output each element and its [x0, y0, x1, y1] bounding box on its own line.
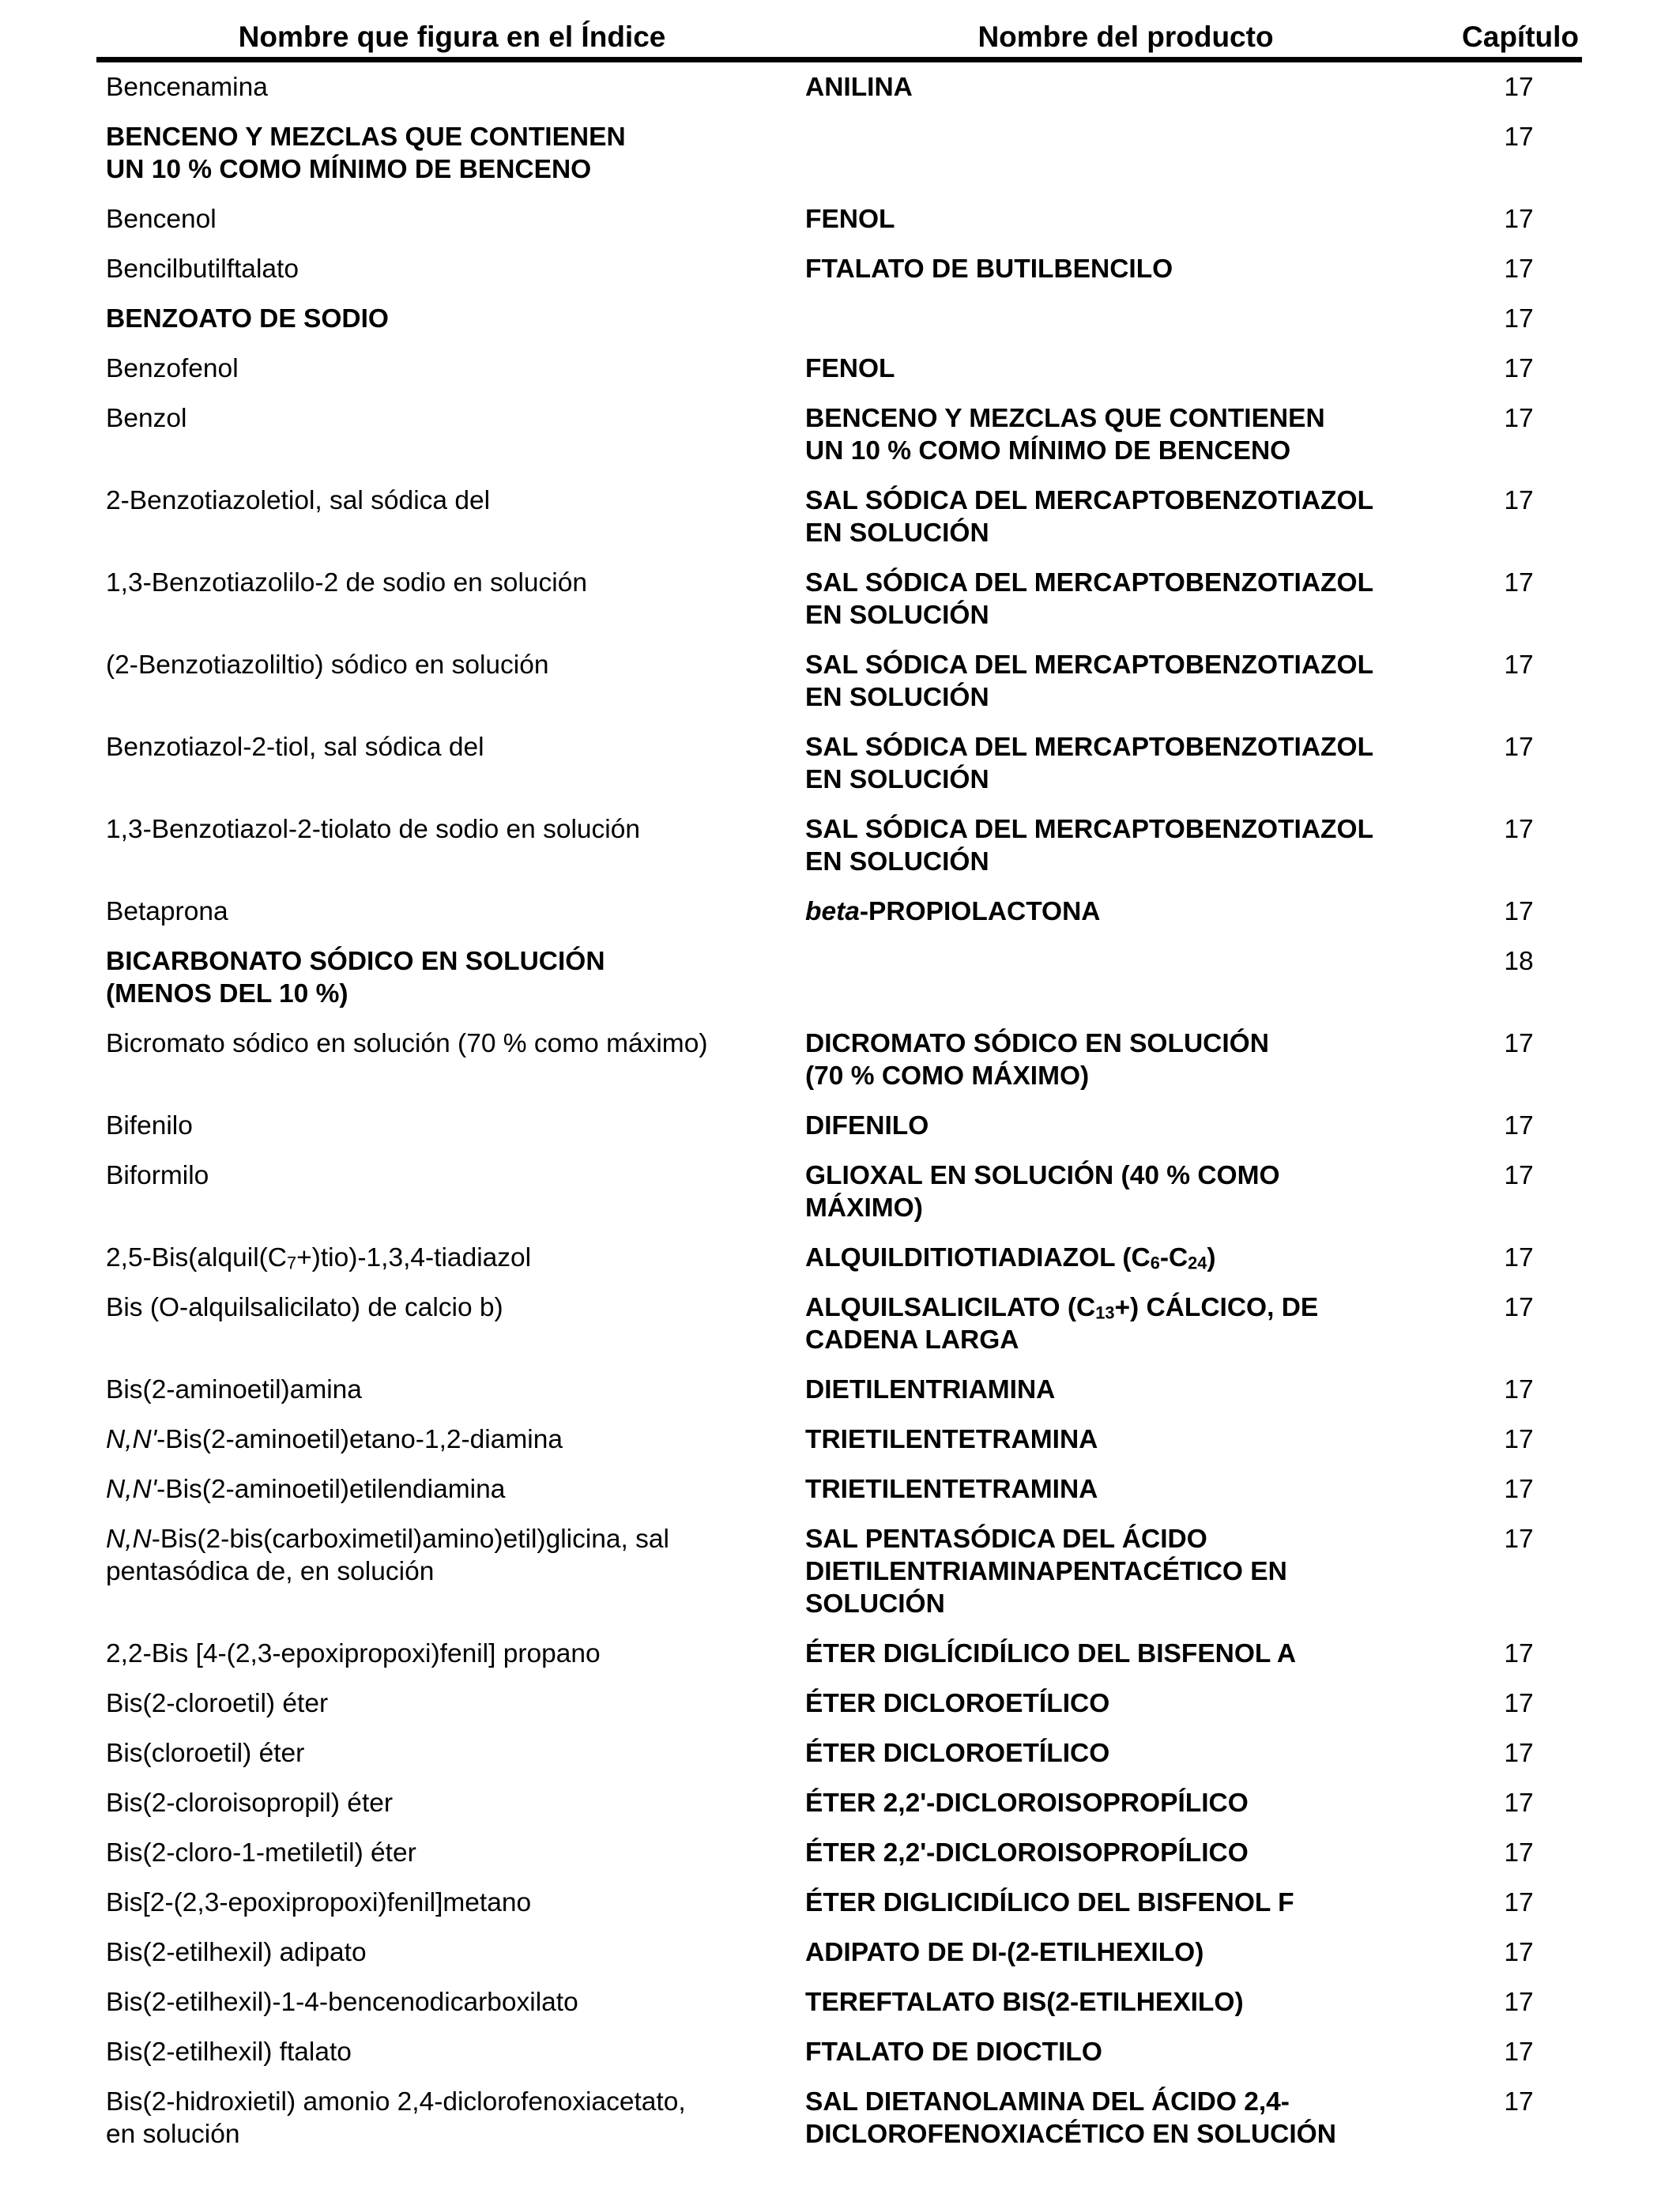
index-name: Bis(2-etilhexil)-1-4-bencenodicarboxilato	[106, 1988, 578, 2017]
header-index-name: Nombre que figura en el Índice	[238, 21, 666, 53]
chapter-cell: 17	[1504, 733, 1534, 762]
product-name-line: DICLOROFENOXIACÉTICO EN SOLUCIÓN	[805, 2120, 1336, 2149]
index-name: -Bis(2-aminoetil)etilendiamina	[156, 1475, 506, 1504]
index-name-cell	[96, 1986, 805, 2019]
table-row	[96, 121, 1582, 186]
index-name-subscript: 7	[287, 1253, 297, 1273]
table-row	[96, 649, 1582, 714]
product-name-cell	[805, 352, 1433, 385]
index-name-line: (MENOS DEL 10 %)	[106, 979, 348, 1008]
table-row	[96, 1737, 1582, 1770]
index-name-cell	[96, 649, 805, 681]
product-name-italic: beta	[805, 897, 860, 926]
index-name: (2-Benzotiazoliltio) sódico en solución	[106, 650, 549, 680]
product-name: )	[1207, 1243, 1216, 1272]
index-name-cell	[96, 813, 805, 846]
index-name-cell	[96, 1523, 805, 1588]
product-name: +) CÁLCICO, DE	[1114, 1293, 1319, 1322]
index-name-cell	[96, 1887, 805, 1919]
product-name: ADIPATO DE DI-(2-ETILHEXILO)	[805, 1938, 1204, 1967]
chapter-cell: 17	[1504, 1161, 1534, 1190]
product-name-line: EN SOLUCIÓN	[805, 518, 989, 548]
index-name-cell	[96, 253, 805, 285]
product-name: TRIETILENTETRAMINA	[805, 1425, 1098, 1454]
table-row	[96, 484, 1582, 549]
index-name-cell	[96, 1837, 805, 1869]
product-name-line: CADENA LARGA	[805, 1325, 1019, 1355]
table-row	[96, 1027, 1582, 1092]
product-name-line: EN SOLUCIÓN	[805, 847, 989, 876]
table-row	[96, 1887, 1582, 1919]
product-name-cell	[805, 1986, 1433, 2019]
header-chapter: Capítulo	[1462, 21, 1579, 53]
chapter-cell: 17	[1504, 1838, 1534, 1868]
chapter-cell: 17	[1504, 486, 1534, 515]
table-row	[96, 303, 1582, 335]
chapter-cell: 17	[1504, 1293, 1534, 1322]
index-name-cell	[96, 1687, 805, 1720]
index-name-cell	[96, 402, 805, 435]
product-name-cell	[805, 1687, 1433, 1720]
product-name-cell	[805, 71, 1433, 104]
chapter-cell: 17	[1504, 1029, 1534, 1058]
chapter-cell: 17	[1504, 897, 1534, 926]
table-row	[96, 2036, 1582, 2068]
table-row	[96, 813, 1582, 878]
chapter-cell: 17	[1504, 1739, 1534, 1768]
table-row	[96, 203, 1582, 236]
table-row	[96, 352, 1582, 385]
product-name-cell	[805, 567, 1433, 631]
table-row	[96, 1423, 1582, 1456]
index-name: Benzol	[106, 404, 187, 433]
product-name-line: MÁXIMO)	[805, 1193, 923, 1223]
product-name-cell	[805, 484, 1433, 549]
index-name: Bencilbutilftalato	[106, 254, 299, 284]
product-name-line: SAL DIETANOLAMINA DEL ÁCIDO 2,4-	[805, 2087, 1290, 2117]
product-name-cell	[805, 1837, 1433, 1869]
chapter-cell: 17	[1504, 123, 1534, 152]
index-name-cell	[96, 1291, 805, 1324]
index-name: 1,3-Benzotiazol-2-tiolato de sodio en solución	[106, 815, 641, 844]
index-name-cell	[96, 1936, 805, 1969]
index-name: Bencenol	[106, 205, 217, 234]
product-name: FTALATO DE DIOCTILO	[805, 2038, 1102, 2067]
index-name-cell	[96, 1374, 805, 1406]
index-name-cell	[96, 303, 805, 335]
index-name: Bis(2-cloroetil) éter	[106, 1689, 329, 1718]
index-name-cell	[96, 2036, 805, 2068]
product-name: ÉTER DICLOROETÍLICO	[805, 1739, 1110, 1768]
product-name-cell	[805, 402, 1433, 467]
table-row	[96, 1159, 1582, 1224]
index-name-line: BENCENO Y MEZCLAS QUE CONTIENEN	[106, 123, 626, 152]
table-row	[96, 71, 1582, 104]
index-name: 2,2-Bis [4-(2,3-epoxipropoxi)fenil] propano	[106, 1639, 601, 1668]
index-name: Bis(2-cloroisopropil) éter	[106, 1789, 394, 1818]
product-name-line: EN SOLUCIÓN	[805, 601, 989, 630]
index-name: Benzotiazol-2-tiol, sal sódica del	[106, 733, 484, 762]
index-name: Bis(2-aminoetil)amina	[106, 1375, 362, 1404]
product-name-cell	[805, 1423, 1433, 1456]
index-name-cell	[96, 1787, 805, 1819]
product-name-cell	[805, 1110, 1433, 1142]
product-name: ÉTER 2,2'-DICLOROISOPROPÍLICO	[805, 1838, 1249, 1868]
table-row	[96, 1374, 1582, 1406]
index-name-cell	[96, 352, 805, 385]
product-name: TRIETILENTETRAMINA	[805, 1475, 1098, 1504]
index-name-line: en solución	[106, 2120, 240, 2149]
index-name-italic: N,N'	[106, 1475, 157, 1504]
table-row	[96, 1523, 1582, 1620]
index-name: Biformilo	[106, 1161, 209, 1190]
index-name-italic: N,N	[106, 1525, 152, 1554]
table-row	[96, 1986, 1582, 2019]
product-name-cell	[805, 203, 1433, 236]
index-name-cell	[96, 2086, 805, 2151]
product-name-cell	[805, 2036, 1433, 2068]
table-row	[96, 895, 1582, 928]
index-name: Benzofenol	[106, 354, 239, 383]
index-name-italic: N,N'	[106, 1425, 157, 1454]
product-name-cell	[805, 2086, 1433, 2151]
product-name-cell	[805, 1242, 1433, 1274]
chapter-cell: 17	[1504, 304, 1534, 334]
product-name: ÉTER DICLOROETÍLICO	[805, 1689, 1110, 1718]
index-name: Bis(cloroetil) éter	[106, 1739, 305, 1768]
index-name-cell	[96, 71, 805, 104]
index-name: Bifenilo	[106, 1111, 193, 1140]
table-row	[96, 1291, 1582, 1356]
index-name: -Bis(2-aminoetil)etano-1,2-diamina	[156, 1425, 563, 1454]
product-name-subscript: 24	[1188, 1253, 1207, 1273]
product-name-cell	[805, 1027, 1433, 1092]
index-name-cell	[96, 945, 805, 1010]
index-name: Bis(2-etilhexil) adipato	[106, 1938, 367, 1967]
table-row	[96, 731, 1582, 796]
chapter-cell: 17	[1504, 1988, 1534, 2017]
chapter-cell: 17	[1504, 2087, 1534, 2117]
index-name: 2,5-Bis(alquil(C	[106, 1243, 287, 1272]
product-name: FENOL	[805, 354, 895, 383]
table-row	[96, 1473, 1582, 1506]
product-name-line: SAL SÓDICA DEL MERCAPTOBENZOTIAZOL	[805, 568, 1374, 598]
product-name-line: GLIOXAL EN SOLUCIÓN (40 % COMO	[805, 1161, 1280, 1190]
chapter-cell: 17	[1504, 1375, 1534, 1404]
chapter-cell: 17	[1504, 1243, 1534, 1272]
index-name-cell	[96, 1737, 805, 1770]
document-page	[96, 0, 1582, 2151]
product-name-cell	[805, 1473, 1433, 1506]
product-name-subscript: 13	[1095, 1302, 1115, 1323]
chapter-cell: 17	[1504, 815, 1534, 844]
table-row	[96, 402, 1582, 467]
index-name-cell	[96, 1423, 805, 1456]
product-name-line: SAL SÓDICA DEL MERCAPTOBENZOTIAZOL	[805, 815, 1374, 844]
index-name-cell	[96, 121, 805, 186]
table-header	[96, 0, 1582, 62]
index-name: -Bis(2-bis(carboximetil)amino)etil)glicina, sal	[151, 1525, 669, 1554]
product-name: ÉTER DIGLICIDÍLICO DEL BISFENOL F	[805, 1888, 1294, 1917]
index-name: Betaprona	[106, 897, 228, 926]
index-name: Bis (O-alquilsalicilato) de calcio b)	[106, 1293, 503, 1322]
product-name-line: SOLUCIÓN	[805, 1589, 945, 1619]
index-name-line: Bis(2-hidroxietil) amonio 2,4-diclorofenoxiacetato,	[106, 2087, 686, 2117]
product-name-cell	[805, 895, 1433, 928]
product-name: ANILINA	[805, 73, 913, 102]
index-name: Bis(2-etilhexil) ftalato	[106, 2038, 352, 2067]
index-name-line: UN 10 % COMO MÍNIMO DE BENCENO	[106, 155, 592, 184]
table-row	[96, 1837, 1582, 1869]
product-name: -PROPIOLACTONA	[859, 897, 1101, 926]
index-name: 2-Benzotiazoletiol, sal sódica del	[106, 486, 491, 515]
product-name-cell	[805, 731, 1433, 796]
product-name: ALQUILSALICILATO (C	[805, 1293, 1096, 1322]
index-name-cell	[96, 1110, 805, 1142]
index-name-cell	[96, 1159, 805, 1192]
chapter-cell: 17	[1504, 254, 1534, 284]
index-name: +)tio)-1,3,4-tiadiazol	[296, 1243, 532, 1272]
chapter-cell: 17	[1504, 205, 1534, 234]
index-name: Bencenamina	[106, 73, 268, 102]
chapter-cell: 17	[1504, 404, 1534, 433]
index-name: 1,3-Benzotiazolilo-2 de sodio en solución	[106, 568, 587, 598]
product-name-line: DICROMATO SÓDICO EN SOLUCIÓN	[805, 1029, 1269, 1058]
product-name-line: UN 10 % COMO MÍNIMO DE BENCENO	[805, 436, 1291, 466]
table-row	[96, 1638, 1582, 1670]
product-name-cell	[805, 1936, 1433, 1969]
chapter-cell: 17	[1504, 1639, 1534, 1668]
product-name-line: EN SOLUCIÓN	[805, 765, 989, 794]
product-name-line: DIETILENTRIAMINAPENTACÉTICO EN	[805, 1557, 1287, 1586]
chapter-cell: 18	[1504, 947, 1534, 976]
product-name-line: SAL PENTASÓDICA DEL ÁCIDO	[805, 1525, 1207, 1554]
index-name-line	[106, 1523, 805, 1555]
product-name-cell	[805, 649, 1433, 714]
product-name-line: EN SOLUCIÓN	[805, 683, 989, 712]
table-row	[96, 1110, 1582, 1142]
product-name-cell	[805, 1374, 1433, 1406]
product-name: DIETILENTRIAMINA	[805, 1375, 1056, 1404]
product-name-line: (70 % COMO MÁXIMO)	[805, 1061, 1090, 1091]
chapter-cell: 17	[1504, 1888, 1534, 1917]
index-name: BENZOATO DE SODIO	[106, 304, 389, 334]
table-row	[96, 1687, 1582, 1720]
table-row	[96, 945, 1582, 1010]
product-name-cell	[805, 813, 1433, 878]
chapter-cell: 17	[1504, 73, 1534, 102]
index-name-cell	[96, 1242, 805, 1274]
index-name-cell	[96, 484, 805, 517]
product-name-line: SAL SÓDICA DEL MERCAPTOBENZOTIAZOL	[805, 650, 1374, 680]
product-name-subscript: 6	[1150, 1253, 1160, 1273]
index-name: Bis(2-cloro-1-metiletil) éter	[106, 1838, 416, 1868]
product-name-cell	[805, 1638, 1433, 1670]
product-name-cell	[805, 253, 1433, 285]
index-name: Bis[2-(2,3-epoxipropoxi)fenil]metano	[106, 1888, 532, 1917]
table-row	[96, 253, 1582, 285]
table-row	[96, 1242, 1582, 1274]
product-name-line	[805, 1291, 1433, 1324]
chapter-cell: 17	[1504, 1789, 1534, 1818]
header-product-name: Nombre del producto	[977, 21, 1274, 53]
chapter-cell: 17	[1504, 1525, 1534, 1554]
table-row	[96, 567, 1582, 631]
chapter-cell: 17	[1504, 354, 1534, 383]
chapter-cell: 17	[1504, 1425, 1534, 1454]
index-name-cell	[96, 203, 805, 236]
index-name-cell	[96, 1473, 805, 1506]
product-name-cell	[805, 1887, 1433, 1919]
index-name-cell	[96, 731, 805, 763]
product-name: ÉTER DIGLÍCIDÍLICO DEL BISFENOL A	[805, 1639, 1297, 1668]
product-name: -C	[1159, 1243, 1188, 1272]
product-name-line: SAL SÓDICA DEL MERCAPTOBENZOTIAZOL	[805, 733, 1374, 762]
chapter-cell: 17	[1504, 568, 1534, 598]
product-name: ALQUILDITIOTIADIAZOL (C	[805, 1243, 1151, 1272]
index-name: Bicromato sódico en solución (70 % como máximo)	[106, 1029, 708, 1058]
table-row	[96, 1787, 1582, 1819]
product-name: DIFENILO	[805, 1111, 929, 1140]
table-row	[96, 2086, 1582, 2151]
product-name-line: SAL SÓDICA DEL MERCAPTOBENZOTIAZOL	[805, 486, 1374, 515]
index-name-cell	[96, 1027, 805, 1060]
index-name-line: pentasódica de, en solución	[106, 1557, 435, 1586]
chapter-cell: 17	[1504, 1938, 1534, 1967]
table-row	[96, 1936, 1582, 1969]
product-name-cell	[805, 1787, 1433, 1819]
product-name: TEREFTALATO BIS(2-ETILHEXILO)	[805, 1988, 1244, 2017]
product-name: FENOL	[805, 205, 895, 234]
index-name-cell	[96, 895, 805, 928]
chapter-cell: 17	[1504, 1689, 1534, 1718]
product-name: FTALATO DE BUTILBENCILO	[805, 254, 1173, 284]
index-name-line: BICARBONATO SÓDICO EN SOLUCIÓN	[106, 947, 605, 976]
chapter-cell: 17	[1504, 650, 1534, 680]
chapter-cell: 17	[1504, 2038, 1534, 2067]
product-name-cell	[805, 1737, 1433, 1770]
chapter-cell: 17	[1504, 1475, 1534, 1504]
product-name-line: BENCENO Y MEZCLAS QUE CONTIENEN	[805, 404, 1325, 433]
chapter-cell: 17	[1504, 1111, 1534, 1140]
product-name-cell	[805, 1523, 1433, 1620]
product-name-cell	[805, 1159, 1433, 1224]
product-name: ÉTER 2,2'-DICLOROISOPROPÍLICO	[805, 1789, 1249, 1818]
index-name-cell	[96, 1638, 805, 1670]
product-name-cell	[805, 1291, 1433, 1356]
index-name-cell	[96, 567, 805, 599]
